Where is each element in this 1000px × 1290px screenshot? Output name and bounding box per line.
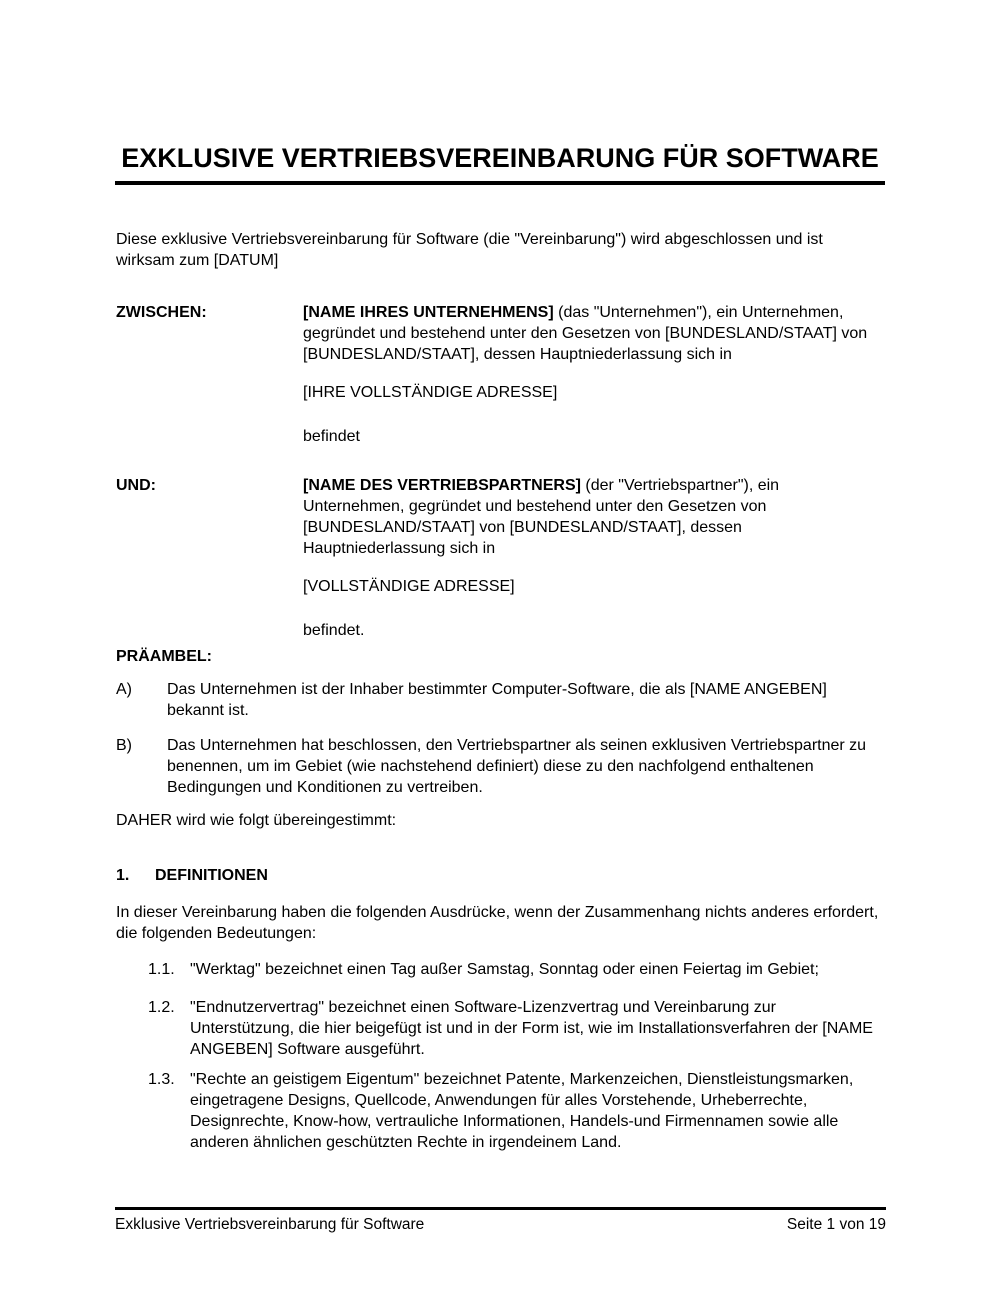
section-1-number: 1. [116,867,130,884]
definition-1-2-number: 1.2. [148,999,175,1016]
party-between-located: befindet [303,428,360,445]
definition-1-1-number: 1.1. [148,961,175,978]
preamble-item-a-label: A) [116,681,132,698]
party-content-and [303,475,884,641]
section-1-title: DEFINITIONEN [155,867,268,884]
definition-item-1-1 [148,959,884,980]
preamble-item-b [116,735,884,798]
footer-row [115,1215,886,1235]
intro-paragraph: Diese exklusive Vertriebsvereinbarung für Software (die "Vereinbarung") wird abgeschlossen und ist wirksam zum [DATUM] [116,231,823,269]
preamble-item-b-text: Das Unternehmen hat beschlossen, den Vertriebspartner als seinen exklusiven Vertriebspartner zu benennen, um im Gebiet (wie nachstehend definiert) diese zu den nachfolgend enthaltenen Bedingungen und Konditionen zu vertreiben. [167,737,867,796]
definition-item-1-3 [148,1069,884,1153]
definition-item-1-2 [148,997,884,1060]
party-block-between [116,302,884,447]
definition-1-1-text: "Werktag" bezeichnet einen Tag außer Samstag, Sonntag oder einen Feiertag im Gebiet; [190,961,819,978]
definition-1-2-text: "Endnutzervertrag" bezeichnet einen Software-Lizenzvertrag und Vereinbarung zur Unterstützung, die hier beigefügt ist und in der Form ist, wie im Installationsverfahren der [NAME ANGEBEN] Software ausgeführt. [190,999,873,1058]
party-between-description [303,302,884,365]
party-between-address-placeholder: [IHRE VOLLSTÄNDIGE ADRESSE] [303,384,558,401]
party-and-name-placeholder: [NAME DES VERTRIEBSPARTNERS] [303,477,581,494]
footer-document-title: Exklusive Vertriebsvereinbarung für Software [115,1216,425,1233]
party-content-between [303,302,884,447]
preamble-item-a [116,679,884,721]
party-label-und: UND: [116,477,156,494]
document-title: EXKLUSIVE VERTRIEBSVEREINBARUNG FÜR SOFTWARE [121,143,879,173]
party-and-located: befindet. [303,622,365,639]
definition-1-3-text: "Rechte an geistigem Eigentum" bezeichnet Patente, Markenzeichen, Dienstleistungsmarken, eingetragene Designs, Quellcode, Anwendungen für alles Vorstehende, Urheberrechte, Designrechte, Know-how, vertrauliche Informationen, Handels-und Firmennamen sowie alle anderen ähnlichen geschützten Rechte in irgendeinem Land. [190,1071,854,1151]
party-and-address-placeholder: [VOLLSTÄNDIGE ADRESSE] [303,578,515,595]
section-1-heading [116,865,884,886]
definition-1-3-number: 1.3. [148,1071,175,1088]
preamble-item-b-label: B) [116,737,132,754]
party-and-text: (der "Vertriebspartner"), ein Unternehmen, gegründet und bestehend unter den Gesetzen von [BUNDESLAND/STAAT] von [BUNDESLAND/STAAT], dessen Hauptniederlassung sich in [303,477,780,557]
title-divider [115,181,885,185]
party-between-text: (das "Unternehmen"), ein Unternehmen, gegründet und bestehend unter den Gesetzen von [BUNDESLAND/STAAT] von [BUNDESLAND/STAAT], dessen Hauptniederlassung sich in [303,304,868,363]
therefore-paragraph: DAHER wird wie folgt übereingestimmt: [116,812,397,829]
preamble-item-a-text: Das Unternehmen ist der Inhaber bestimmter Computer-Software, die als [NAME ANGEBEN] bekannt ist. [167,681,827,719]
page-footer [115,1207,886,1235]
preamble-heading: PRÄAMBEL: [116,648,212,665]
section-1-intro: In dieser Vereinbarung haben die folgenden Ausdrücke, wenn der Zusammenhang nichts anderes erfordert, die folgenden Bedeutungen: [116,904,879,942]
party-and-description [303,475,884,559]
party-block-and [116,475,884,641]
party-label-zwischen: ZWISCHEN: [116,304,207,321]
party-between-name-placeholder: [NAME IHRES UNTERNEHMENS] [303,304,554,321]
footer-page-number: Seite 1 von 19 [786,1216,886,1233]
footer-divider [115,1207,886,1210]
